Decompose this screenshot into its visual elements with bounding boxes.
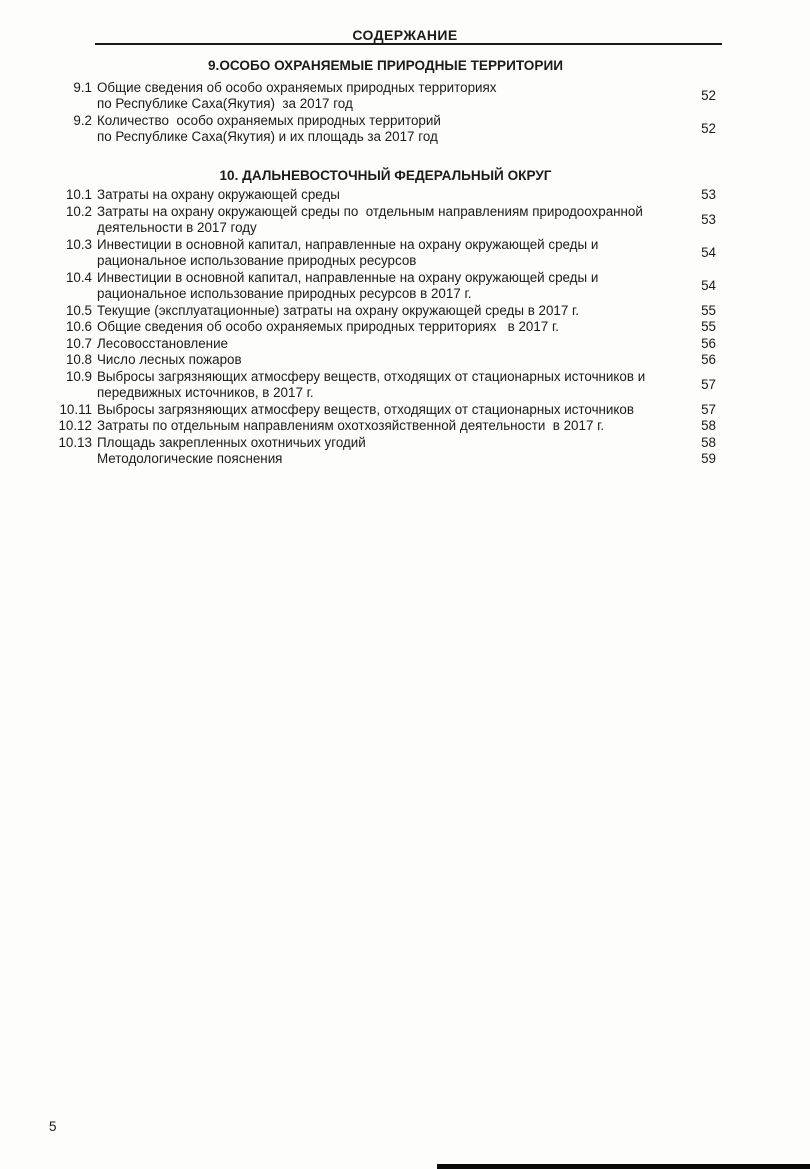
toc-entry-title-line: Лесовосстановление	[97, 335, 228, 351]
toc-entry-title	[97, 336, 670, 353]
toc-entry-title-line: деятельности в 2017 году	[97, 220, 257, 235]
toc-entry-page-number: 57	[701, 376, 716, 392]
toc-entry-title-line: Выбросы загрязняющих атмосферу веществ, отходящих от стационарных источников и	[97, 368, 646, 384]
toc-section	[55, 168, 716, 468]
toc-entry-title	[97, 451, 670, 468]
toc-entry-title-line: Выбросы загрязняющих атмосферу веществ, отходящих от стационарных источников	[97, 401, 634, 417]
toc-entry-row	[55, 435, 716, 452]
toc-entry-title	[97, 204, 670, 237]
toc-section-title: 9.ОСОБО ОХРАНЯЕМЫЕ ПРИРОДНЫЕ ТЕРРИТОРИИ	[208, 58, 563, 73]
toc-entry-number: 10.1	[65, 187, 92, 202]
toc-entry-title	[97, 80, 670, 113]
toc-entry-title-line: по Республике Саха(Якутия) и их площадь за 2017 год	[97, 129, 438, 144]
toc-entry-page-number: 58	[701, 418, 716, 433]
toc-entry-page-number: 58	[701, 434, 716, 450]
toc-entry-title	[97, 402, 670, 419]
toc-entry-page-number: 54	[701, 244, 716, 260]
toc-entry-row	[55, 303, 716, 320]
toc-entry-title-line: Число лесных пожаров	[97, 352, 242, 367]
toc-entry-row	[55, 319, 716, 336]
toc-entry-number: 10.3	[65, 236, 92, 252]
toc-entry-number: 10.7	[65, 335, 92, 351]
toc-entry-page-number: 57	[701, 401, 716, 417]
toc-entry-title	[97, 352, 670, 369]
toc-entry-title-line: передвижных источников, в 2017 г.	[97, 385, 314, 400]
scan-edge-artifact	[437, 1164, 810, 1169]
toc-entry-title-line: рациональное использование природных ресурсов	[97, 253, 417, 268]
toc-entry-page-number: 56	[701, 352, 716, 367]
toc-entry-row	[55, 270, 716, 303]
toc-entry-title-line: Затраты на охрану окружающей среды	[97, 187, 340, 202]
toc-entry-title-line: Общие сведения об особо охраняемых природных территориях в 2017 г.	[97, 319, 559, 334]
toc-entry-number: 10.12	[58, 418, 92, 433]
toc-entry-title-line: рациональное использование природных ресурсов в 2017 г.	[97, 286, 472, 301]
footer-page-number: 5	[49, 1119, 57, 1134]
toc-entry-number: 9.1	[73, 79, 92, 95]
toc-entry-title-line: Площадь закрепленных охотничьих угодий	[97, 434, 366, 450]
toc-section-items	[55, 80, 716, 146]
toc-entry-row	[55, 204, 716, 237]
toc-section	[55, 58, 716, 146]
toc-entry-page-number: 56	[701, 335, 716, 351]
table-of-contents	[55, 58, 716, 468]
toc-entry-title	[97, 418, 670, 435]
toc-entry-page-number: 55	[701, 302, 716, 318]
toc-entry-number: 10.4	[65, 269, 92, 285]
header-divider-line	[95, 43, 722, 45]
toc-entry-row	[55, 402, 716, 419]
toc-entry-title	[97, 270, 670, 303]
toc-entry-number: 10.6	[65, 319, 92, 334]
toc-entry-row	[55, 80, 716, 113]
toc-entry-number: 10.13	[58, 434, 92, 450]
toc-entry-title-line: Количество особо охраняемых природных территорий	[97, 112, 441, 128]
toc-entry-title-line: Общие сведения об особо охраняемых природных территориях	[97, 79, 497, 95]
toc-section-items	[55, 187, 716, 468]
toc-entry-page-number: 59	[701, 451, 716, 466]
toc-entry-title-line: Инвестиции в основной капитал, направленные на охрану окружающей среды и	[97, 269, 599, 285]
toc-entry-title	[97, 237, 670, 270]
toc-entry-number: 10.2	[65, 203, 92, 219]
toc-entry-title	[97, 303, 670, 320]
toc-entry-page-number: 52	[701, 120, 716, 136]
toc-entry-title	[97, 369, 670, 402]
toc-entry-number: 10.8	[65, 352, 92, 367]
toc-entry-title	[97, 113, 670, 146]
toc-entry-page-number: 53	[701, 187, 716, 202]
toc-entry-number	[55, 451, 97, 468]
toc-entry-row	[55, 113, 716, 146]
toc-entry-row	[55, 237, 716, 270]
toc-entry-row	[55, 418, 716, 435]
toc-entry-page-number: 53	[701, 211, 716, 227]
toc-entry-number: 10.5	[65, 302, 92, 318]
toc-entry-title-line: Инвестиции в основной капитал, направленные на охрану окружающей среды и	[97, 236, 599, 252]
toc-section-title: 10. ДАЛЬНЕВОСТОЧНЫЙ ФЕДЕРАЛЬНЫЙ ОКРУГ	[219, 167, 552, 183]
toc-entry-number: 10.11	[59, 401, 92, 417]
page-title: СОДЕРЖАНИЕ	[352, 27, 458, 43]
toc-entry-title-line: Затраты по отдельным направлениям охотхозяйственной деятельности в 2017 г.	[97, 418, 605, 433]
toc-entry-number: 10.9	[65, 368, 92, 384]
toc-entry-row	[55, 187, 716, 204]
toc-entry-title	[97, 319, 670, 336]
toc-entry-row	[55, 336, 716, 353]
toc-entry-title-line: по Республике Саха(Якутия) за 2017 год	[97, 96, 353, 111]
toc-entry-title-line: Методологические пояснения	[97, 451, 283, 466]
toc-entry-page-number: 54	[701, 277, 716, 293]
toc-entry-page-number: 55	[701, 319, 716, 334]
toc-entry-title	[97, 435, 670, 452]
toc-entry-row	[55, 369, 716, 402]
toc-entry-title-line: Затраты на охрану окружающей среды по отдельным направлениям природоохранной	[97, 203, 643, 219]
toc-entry-row	[55, 352, 716, 369]
toc-entry-row	[55, 451, 716, 468]
toc-entry-title-line: Текущие (эксплуатационные) затраты на охрану окружающей среды в 2017 г.	[97, 302, 580, 318]
toc-entry-number: 9.2	[73, 112, 92, 128]
toc-entry-page-number: 52	[701, 87, 716, 103]
toc-entry-title	[97, 187, 670, 204]
